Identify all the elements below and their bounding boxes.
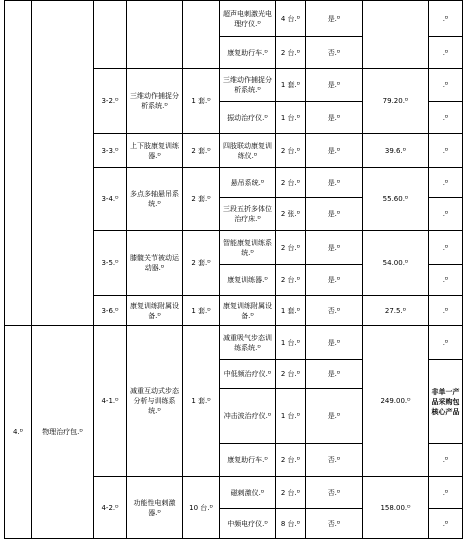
cell-budget: 249.00.ᴰ bbox=[363, 326, 429, 477]
cell-item-no: 4-1.ᴰ bbox=[94, 326, 127, 477]
cell-import: 是.ᴰ bbox=[306, 389, 363, 444]
cell-budget: 79.20.ᴰ bbox=[363, 69, 429, 134]
cell-item-qty: 1 套.ᴰ bbox=[183, 296, 220, 326]
cell-import: 否.ᴰ bbox=[306, 444, 363, 477]
cell-item-qty: 1 套.ᴰ bbox=[183, 326, 220, 477]
cell-item-no: 3-4.ᴰ bbox=[94, 168, 127, 231]
cell-sub-qty: 1 套.ᴰ bbox=[276, 69, 306, 102]
cell-import: 是.ᴰ bbox=[306, 168, 363, 198]
cell-item-qty: 1 套.ᴰ bbox=[183, 69, 220, 134]
cell-sub-qty: 2 台.ᴰ bbox=[276, 37, 306, 69]
cell-sub-name: 中频电疗仪.ᴰ bbox=[220, 509, 276, 539]
cell-import: 是.ᴰ bbox=[306, 69, 363, 102]
cell-import: 否.ᴰ bbox=[306, 296, 363, 326]
cell-sub-name: 三段五折多体位治疗床.ᴰ bbox=[220, 198, 276, 231]
cell-sub-name: 康复助行车.ᴰ bbox=[220, 37, 276, 69]
cell-package bbox=[32, 1, 94, 326]
cell-import: 否.ᴰ bbox=[306, 477, 363, 509]
cell-remark: .ᴰ bbox=[429, 102, 463, 134]
cell-budget bbox=[363, 1, 429, 69]
cell-import: 是.ᴰ bbox=[306, 1, 363, 37]
cell-package: 物理治疗包.ᴰ bbox=[32, 326, 94, 539]
cell-sub-name: 中低频治疗仪.ᴰ bbox=[220, 360, 276, 389]
cell-item-name: 康复训练附属设备.ᴰ bbox=[127, 296, 183, 326]
cell-import: 是.ᴰ bbox=[306, 326, 363, 360]
cell-item-name: 膝髋关节被动运动器.ᴰ bbox=[127, 231, 183, 296]
cell-item-no: 3-2.ᴰ bbox=[94, 69, 127, 134]
cell-remark: .ᴰ bbox=[429, 477, 463, 509]
cell-item-no: 3-6.ᴰ bbox=[94, 296, 127, 326]
cell-sub-name: 悬吊系统.ᴰ bbox=[220, 168, 276, 198]
cell-item-no bbox=[94, 1, 127, 69]
cell-item-name: 上下肢康复训练器.ᴰ bbox=[127, 134, 183, 168]
cell-item-no: 3-3.ᴰ bbox=[94, 134, 127, 168]
cell-sub-qty: 2 台.ᴰ bbox=[276, 231, 306, 265]
cell-item-qty bbox=[183, 1, 220, 69]
cell-import: 是.ᴰ bbox=[306, 265, 363, 296]
cell-index bbox=[5, 1, 32, 326]
cell-remark: .ᴰ bbox=[429, 37, 463, 69]
cell-sub-qty: 1 台.ᴰ bbox=[276, 326, 306, 360]
cell-remark: .ᴰ bbox=[429, 326, 463, 360]
cell-import: 是.ᴰ bbox=[306, 198, 363, 231]
cell-item-name: 减重互动式步态分析与训练系统.ᴰ bbox=[127, 326, 183, 477]
cell-item-name bbox=[127, 1, 183, 69]
cell-index: 4.ᴰ bbox=[5, 326, 32, 539]
cell-sub-qty: 1 台.ᴰ bbox=[276, 102, 306, 134]
cell-item-no: 3-5.ᴰ bbox=[94, 231, 127, 296]
cell-core-product-note: 非单一产品采购包核心产品 bbox=[429, 360, 463, 444]
cell-item-name: 三维动作捕捉分析系统.ᴰ bbox=[127, 69, 183, 134]
cell-sub-qty: 8 台.ᴰ bbox=[276, 509, 306, 539]
cell-sub-qty: 2 台.ᴰ bbox=[276, 168, 306, 198]
cell-import: 是.ᴰ bbox=[306, 231, 363, 265]
cell-remark: .ᴰ bbox=[429, 168, 463, 198]
cell-remark: .ᴰ bbox=[429, 231, 463, 265]
cell-remark: .ᴰ bbox=[429, 509, 463, 539]
cell-remark: .ᴰ bbox=[429, 134, 463, 168]
cell-sub-name: 三维动作捕捉分析系统.ᴰ bbox=[220, 69, 276, 102]
cell-remark: .ᴰ bbox=[429, 296, 463, 326]
cell-import: 否.ᴰ bbox=[306, 37, 363, 69]
cell-sub-name: 超声电刺激光电理疗仪.ᴰ bbox=[220, 1, 276, 37]
cell-sub-name: 康复助行车.ᴰ bbox=[220, 444, 276, 477]
cell-sub-name: 四肢联动康复训练仪.ᴰ bbox=[220, 134, 276, 168]
cell-import: 是.ᴰ bbox=[306, 134, 363, 168]
cell-item-qty: 2 套.ᴰ bbox=[183, 231, 220, 296]
cell-sub-name: 磁刺激仪.ᴰ bbox=[220, 477, 276, 509]
cell-remark: .ᴰ bbox=[429, 444, 463, 477]
cell-item-qty: 2 套.ᴰ bbox=[183, 168, 220, 231]
cell-remark: .ᴰ bbox=[429, 265, 463, 296]
cell-sub-qty: 2 台.ᴰ bbox=[276, 134, 306, 168]
cell-sub-name: 智能康复训练系统.ᴰ bbox=[220, 231, 276, 265]
cell-item-qty: 10 台.ᴰ bbox=[183, 477, 220, 539]
cell-sub-qty: 2 台.ᴰ bbox=[276, 265, 306, 296]
equipment-table bbox=[4, 0, 463, 539]
cell-sub-name: 减重吸气步态训练系统.ᴰ bbox=[220, 326, 276, 360]
cell-item-name: 功能性电刺激器.ᴰ bbox=[127, 477, 183, 539]
cell-remark: .ᴰ bbox=[429, 198, 463, 231]
cell-budget: 27.5.ᴰ bbox=[363, 296, 429, 326]
cell-sub-qty: 1 套.ᴰ bbox=[276, 296, 306, 326]
cell-budget: 158.00.ᴰ bbox=[363, 477, 429, 539]
cell-sub-name: 振动治疗仪.ᴰ bbox=[220, 102, 276, 134]
cell-sub-name: 康复训练器.ᴰ bbox=[220, 265, 276, 296]
cell-item-qty: 2 套.ᴰ bbox=[183, 134, 220, 168]
cell-sub-qty: 2 台.ᴰ bbox=[276, 477, 306, 509]
cell-sub-name: 康复训练附属设备.ᴰ bbox=[220, 296, 276, 326]
cell-sub-qty: 2 台.ᴰ bbox=[276, 360, 306, 389]
cell-sub-qty: 4 台.ᴰ bbox=[276, 1, 306, 37]
table-row bbox=[5, 326, 463, 360]
cell-budget: 39.6.ᴰ bbox=[363, 134, 429, 168]
cell-item-no: 4-2.ᴰ bbox=[94, 477, 127, 539]
cell-sub-qty: 2 张.ᴰ bbox=[276, 198, 306, 231]
cell-import: 否.ᴰ bbox=[306, 509, 363, 539]
cell-remark: .ᴰ bbox=[429, 1, 463, 37]
cell-budget: 55.60.ᴰ bbox=[363, 168, 429, 231]
cell-item-name: 多点多轴悬吊系统.ᴰ bbox=[127, 168, 183, 231]
cell-remark: .ᴰ bbox=[429, 69, 463, 102]
cell-sub-qty: 2 台.ᴰ bbox=[276, 444, 306, 477]
cell-import: 是.ᴰ bbox=[306, 360, 363, 389]
table-row bbox=[5, 1, 463, 37]
cell-sub-qty: 1 台.ᴰ bbox=[276, 389, 306, 444]
cell-sub-name: 冲击波治疗仪.ᴰ bbox=[220, 389, 276, 444]
cell-budget: 54.00.ᴰ bbox=[363, 231, 429, 296]
cell-import: 是.ᴰ bbox=[306, 102, 363, 134]
